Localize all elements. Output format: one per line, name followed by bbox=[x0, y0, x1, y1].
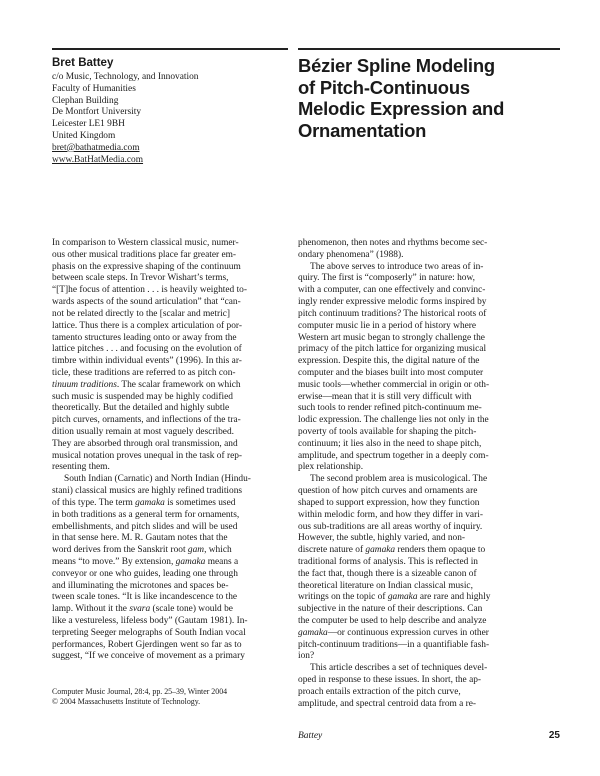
author-block bbox=[52, 52, 288, 166]
text-line: phasis on the expressive shaping of the continuum bbox=[52, 261, 241, 272]
text-line: primacy of the pitch lattice for organizing musical bbox=[298, 344, 487, 355]
text-line: with a computer, can one effectively and convinc- bbox=[298, 285, 486, 296]
title-line: of Pitch-Continuous bbox=[298, 76, 470, 98]
address-line: c/o Music, Technology, and Innovation bbox=[52, 72, 199, 82]
text-line: within melodic form, and how they differ in vari- bbox=[298, 509, 483, 520]
text-line: South Indian (Carnatic) and North Indian (Hindu- bbox=[64, 474, 251, 485]
text-line: terpreting Seeger melographs of South Indian vocal bbox=[52, 627, 246, 638]
text-line: such music is suspended may be highly codified bbox=[52, 391, 233, 402]
text-line: This article describes a set of techniques devel- bbox=[310, 663, 488, 674]
title-line: Melodic Expression and bbox=[298, 98, 505, 120]
author-address bbox=[52, 72, 288, 166]
text-line: of this type. The term gamaka is sometimes used bbox=[52, 497, 236, 508]
address-line: Clephan Building bbox=[52, 95, 119, 106]
text-line: lattice pitches . . . and focusing on the evolution of bbox=[52, 344, 242, 355]
text-line: embellishments, and pitch slides and will be used bbox=[52, 521, 238, 532]
text-line: lodic expression. The challenge lies not only in the bbox=[298, 415, 489, 426]
address-line: De Montfort University bbox=[52, 107, 142, 118]
text-line: stani) classical musics are highly refined traditions bbox=[52, 486, 243, 497]
text-line: shaped to support expression, how they function bbox=[298, 497, 480, 508]
text-line: wards aspects of the sound articulation” that “can- bbox=[52, 297, 241, 308]
copyright-notice: © 2004 Massachusetts Institute of Technology. bbox=[52, 697, 201, 706]
text-line: musical notation proves unequal in the task of rep- bbox=[52, 450, 243, 461]
text-line: timbre within individual events” (1996). In this ar- bbox=[52, 356, 242, 367]
text-line: expression. Despite this, the digital nature of the bbox=[298, 356, 480, 367]
article-title bbox=[298, 55, 560, 141]
text-line: resenting them. bbox=[52, 462, 110, 473]
text-line: In comparison to Western classical music, numer- bbox=[52, 238, 239, 248]
text-line: erwise—mean that it is still very difficult with bbox=[298, 391, 472, 402]
text-line: performances, Robert Gjerdingen went so far as to bbox=[52, 639, 242, 650]
text-line: ion? bbox=[298, 651, 315, 662]
page-number: 25 bbox=[548, 730, 560, 741]
text-line: in that sense here. M. R. Gautam notes that the bbox=[52, 533, 228, 544]
text-line: ous other musical traditions place far greater em- bbox=[52, 249, 237, 260]
text-line: Western art music began to strongly challenge the bbox=[298, 332, 485, 343]
text-line: question of how pitch curves and ornaments are bbox=[298, 486, 478, 497]
text-line: suggest, “If we conceive of movement as a primary bbox=[52, 651, 245, 662]
text-line: music tools—whether commercial in origin or oth- bbox=[298, 379, 490, 390]
title-line: Ornamentation bbox=[298, 119, 427, 141]
text-line: quiry. The first is “composerly” in nature: how, bbox=[298, 273, 475, 284]
text-line: plex relationship. bbox=[298, 462, 364, 473]
text-line: in both traditions as a general term for ornaments, bbox=[52, 509, 240, 520]
text-line: and illuminating the microtones and spaces be- bbox=[52, 580, 229, 591]
text-line: ticle, these traditions are referred to as pitch con- bbox=[52, 367, 236, 378]
text-line: lamp. Without it the svara (scale tone) would be bbox=[52, 604, 233, 615]
text-line: tamento structures leading onto or away from the bbox=[52, 332, 237, 343]
text-line: amplitude, and spectrum together in a deeply com- bbox=[298, 450, 489, 461]
text-line: gamaka—or continuous expression curves in other bbox=[298, 627, 489, 638]
text-line: traditional forms of analysis. This is reflected in bbox=[298, 556, 478, 567]
text-line: amplitude, and spectral centroid data from a re- bbox=[298, 698, 477, 709]
text-line: conveyor or one who guides, leading one through bbox=[52, 568, 238, 579]
text-line: They are absorbed through oral transmission, and bbox=[52, 438, 238, 449]
text-line: theoretically. But the detailed and highly subtle bbox=[52, 403, 230, 414]
text-line: ingly render expressive melodic forms inspired by bbox=[298, 297, 487, 308]
text-line: writings on the topic of gamaka are rare and highly bbox=[298, 592, 491, 603]
text-line: means “to move.” By extension, gamaka means a bbox=[52, 556, 239, 567]
body-column-left bbox=[52, 238, 304, 663]
text-line: between scale steps. In Trevor Wishart’s terms, bbox=[52, 273, 229, 284]
text-line: ondary phenomena” (1988). bbox=[298, 249, 404, 260]
text-line: not be related directly to the [scalar and metric] bbox=[52, 308, 231, 319]
text-line: pitch curves, ornaments, and inflections of the tra- bbox=[52, 415, 241, 426]
journal-citation: Computer Music Journal, 28:4, pp. 25–39, Winter 2004 bbox=[52, 687, 228, 696]
text-line: tween scale tones. “It is like incandescence to the bbox=[52, 592, 238, 603]
text-line: computer music lie in a period of history where bbox=[298, 320, 477, 331]
text-line: computer and the biases built into most computer bbox=[298, 367, 484, 378]
address-line: Faculty of Humanities bbox=[52, 83, 136, 94]
text-line: phenomenon, then notes and rhythms become sec- bbox=[298, 238, 488, 248]
text-line: the computer be used to help describe and analyze bbox=[298, 616, 487, 626]
header-rule-left bbox=[52, 48, 288, 50]
title-line: Bézier Spline Modeling bbox=[298, 55, 495, 76]
text-line: The above serves to introduce two areas of in- bbox=[310, 261, 484, 272]
text-line: ous sub-traditions are all areas worthy of inquiry. bbox=[298, 521, 483, 532]
text-line: However, the subtle, highly varied, and non- bbox=[298, 533, 466, 544]
author-email-link[interactable]: bret@bathatmedia.com bbox=[52, 142, 140, 153]
text-line: oped in response to these issues. In short, the ap- bbox=[298, 675, 482, 686]
text-line: dition usually remain at most vaguely described. bbox=[52, 427, 234, 437]
text-line: word derives from the Sanskrit root gam, which bbox=[52, 545, 232, 556]
text-line: subjective in the nature of their descriptions. Can bbox=[298, 604, 483, 615]
text-line: the fact that, though there is a sizeable canon of bbox=[298, 568, 477, 579]
author-website-link[interactable]: www.BatHatMedia.com bbox=[52, 154, 144, 165]
text-line: pitch continuum traditions? The historical roots of bbox=[298, 308, 487, 319]
journal-info bbox=[52, 687, 288, 707]
author-name: Bret Battey bbox=[52, 57, 114, 69]
text-line: “[T]he focus of attention . . . is heavily weighted to- bbox=[52, 285, 247, 296]
text-line: like a vestureless, lifeless body” (Gautam 1981). In- bbox=[52, 616, 248, 626]
running-author: Battey bbox=[298, 731, 323, 741]
text-line: poverty of tools available for shaping the pitch- bbox=[298, 427, 477, 437]
address-line: Leicester LE1 9BH bbox=[52, 119, 125, 130]
text-line: discrete nature of gamaka renders them opaque to bbox=[298, 545, 486, 556]
text-line: pitch-continuum traditions—in a quantifiable fash- bbox=[298, 639, 490, 650]
text-line: tinuum traditions. The scalar framework on which bbox=[52, 379, 241, 390]
body-column-right bbox=[298, 238, 560, 711]
text-line: The second problem area is musicological. The bbox=[310, 474, 488, 485]
text-line: such tools to render refined pitch-continuum me- bbox=[298, 403, 482, 414]
header-rule-right bbox=[298, 48, 560, 50]
text-line: theoretical literature on Indian classical music, bbox=[298, 580, 473, 591]
text-line: proach entails extraction of the pitch curve, bbox=[298, 686, 461, 697]
address-line: United Kingdom bbox=[52, 130, 116, 141]
text-line: lattice. Thus there is a complex articulation of por- bbox=[52, 320, 242, 331]
text-line: continuum; it lies also in the need to shape pitch, bbox=[298, 438, 482, 449]
